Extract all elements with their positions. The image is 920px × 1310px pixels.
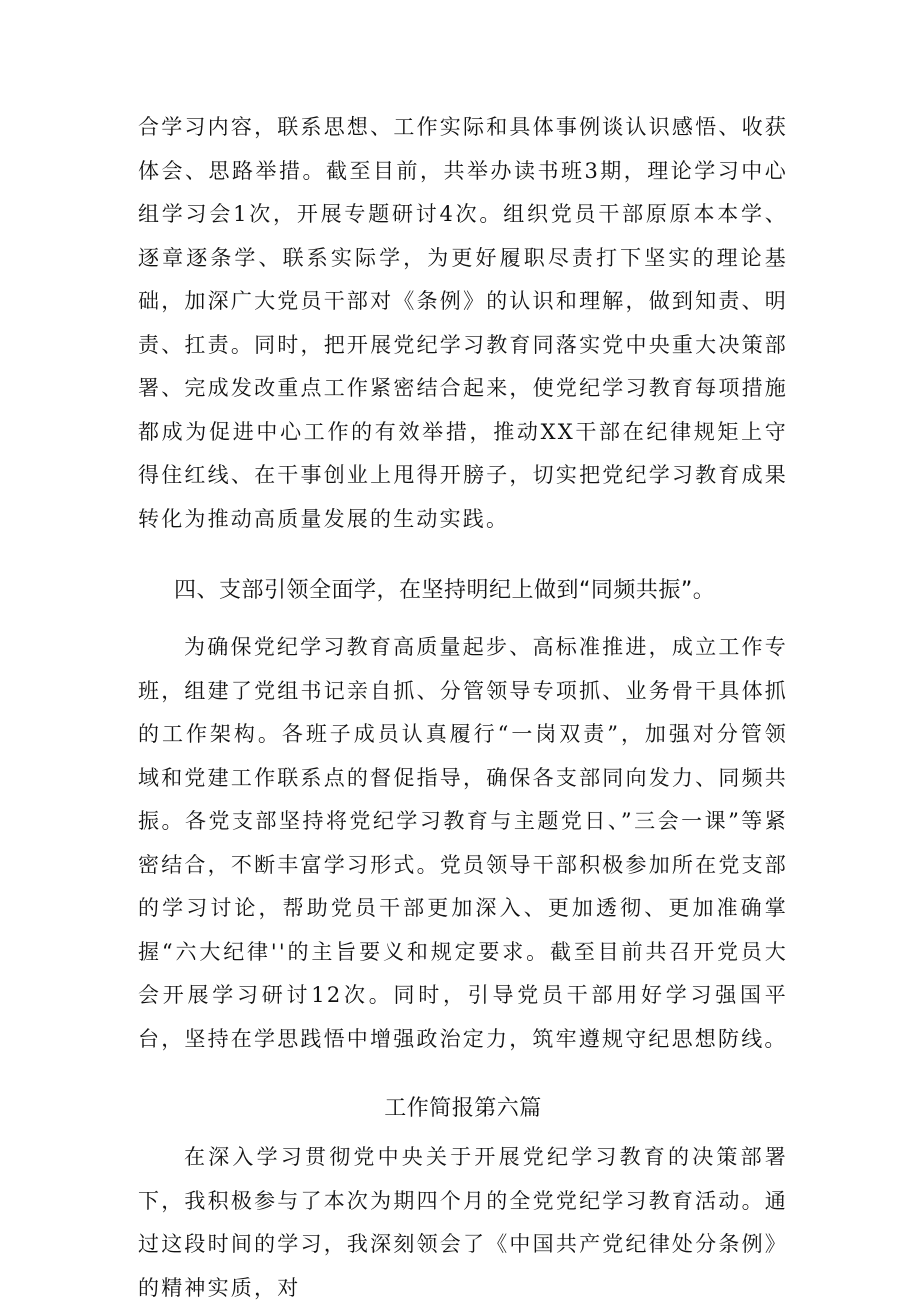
section-title: 工作简报第六篇	[384, 1096, 542, 1121]
section-heading-four: 四、支部引领全面学，在坚持明纪上做到“同频共振”。	[174, 578, 716, 603]
paragraph-branch-leadership: 为确保党纪学习教育高质量起步、高标准推进，成立工作专班，组建了党组书记亲自抓、分管领导专项抓、业务骨干具体抓的工作架构。各班子成员认真履行“一岗双责”，加强对分管领域和党建工作联系点的督促指导，确保各支部同向发力、同频共振。各党支部坚持将党纪学习教育与主题党日、”三会一课”等紧密结合，不断丰富学习形式。党员领导干部积极参加所在党支部的学习讨论，帮助党员干部更加深入、更加透彻、更加准确掌握“六大纪律''的主旨要义和规定要求。截至目前共召开党员大会开展学习研讨12次。同时，引导党员干部用好学习强国平台，坚持在学思践悟中增强政治定力，筑牢遵规守纪思想防线。	[138, 635, 788, 1051]
paragraph-continued: 合学习内容，联系思想、工作实际和具体事例谈认识感悟、收获体会、思路举措。截至目前，共举办读书班3期，理论学习中心组学习会1次，开展专题研讨4次。组织党员干部原原本本学、逐章逐条学、联系实际学，为更好履职尽责打下坚实的理论基础，加深广大党员干部对《条例》的认识和理解，做到知责、明责、扛责。同时，把开展党纪学习教育同落实党中央重大决策部署、完成发改重点工作紧密结合起来，使党纪学习教育每项措施都成为促进中心工作的有效举措，推动XX干部在纪律规矩上守得住红线、在干事创业上甩得开膀子，切实把党纪学习教育成果转化为推动高质量发展的生动实践。	[138, 115, 788, 531]
paragraph-intro: 在深入学习贯彻党中央关于开展党纪学习教育的决策部署下，我积极参与了本次为期四个月的全党党纪学习教育活动。通过这段时间的学习，我深刻领会了《中国共产党纪律处分条例》的精神实质，对	[138, 1145, 788, 1300]
